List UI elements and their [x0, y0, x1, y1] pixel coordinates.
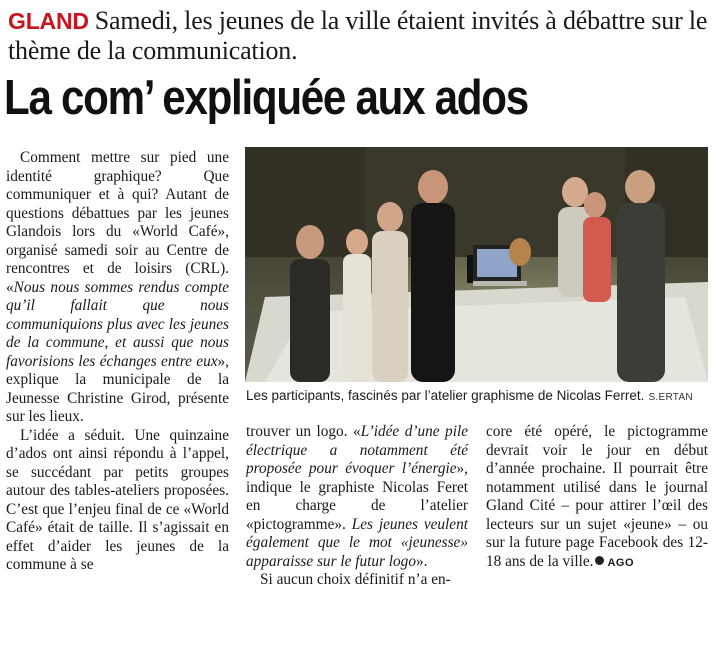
- photo-participants: [245, 147, 708, 382]
- photo-credit: S.ERTAN: [648, 392, 693, 403]
- p2-text-b: trouver un logo. «: [246, 423, 361, 440]
- p2-text-a: L’idée a séduit. Une quinzaine d’ados ont ainsi répondu à l’appel, se succédant par petits groupes autour des tables-ateliers proposées. C’est que l’enjeu final de ce «World Café» était de taille. Il s’agissait en effet d’aider les jeunes de la commune à se: [6, 426, 229, 573]
- p1-text-b: », explique la municipale de la Jeunesse Christine Girod, présente sur les lieux.: [6, 352, 229, 425]
- column-2: [246, 423, 468, 590]
- signature-dot-icon: [595, 556, 604, 565]
- kicker: [8, 6, 718, 66]
- headline: La com’ expliquée aux ados: [4, 71, 528, 125]
- paragraph-2: [6, 427, 229, 575]
- column-1: [6, 149, 229, 575]
- photo-illustration: [245, 147, 708, 382]
- kicker-text: Samedi, les jeunes de la ville étaient invités à débattre sur le thème de la communication.: [8, 6, 708, 65]
- paragraph-2-continued: [246, 423, 468, 571]
- paragraph-3: [246, 571, 468, 590]
- column-3: [486, 423, 708, 572]
- paragraph-1: [6, 149, 229, 427]
- paragraph-3-continued: [486, 423, 708, 572]
- author-signature: AGO: [607, 556, 635, 569]
- caption-text: Les participants, fascinés par l’atelier graphisme de Nicolas Ferret.: [246, 388, 645, 403]
- p2-text-d: ».: [415, 552, 428, 570]
- kicker-place: GLAND: [8, 8, 89, 34]
- p1-quote: Nous nous sommes rendus compte qu’il fallait que nous communiquions plus avec les jeunes de la commune, et aussi que nous favorisions les échanges entre eux: [6, 278, 229, 370]
- p2-text-c: », indique le graphiste Nicolas Feret en charge de l’atelier «pictogramme».: [246, 460, 468, 533]
- p3-text-a: Si aucun choix définitif n’a en-: [260, 571, 451, 588]
- p2-quote-2: Les jeunes veulent également que le mot «jeunesse» apparaisse sur le futur logo: [246, 515, 468, 570]
- photo-caption: [246, 388, 708, 406]
- p3-text-b: core été opéré, le pictogramme devrait voir le jour en début d’année prochaine. Il pourrait être notamment utilisé dans le journal Gland Cité – pour attirer l’œil des lecteurs sur un sujet «jeune» – ou sur la future page Facebook des 12-18 ans de la ville.: [486, 423, 708, 570]
- p1-text-a: Comment mettre sur pied une identité graphique? Que communiquer et à qui? Autant de questions débattues par les jeunes Glandois lors du «World Café», organisé samedi soir au Centre de rencontres et de loisirs (CRL). «: [6, 149, 229, 296]
- p2-quote-1: L’idée d’une pile électrique a notamment été proposée pour évoquer l’énergie: [246, 423, 468, 477]
